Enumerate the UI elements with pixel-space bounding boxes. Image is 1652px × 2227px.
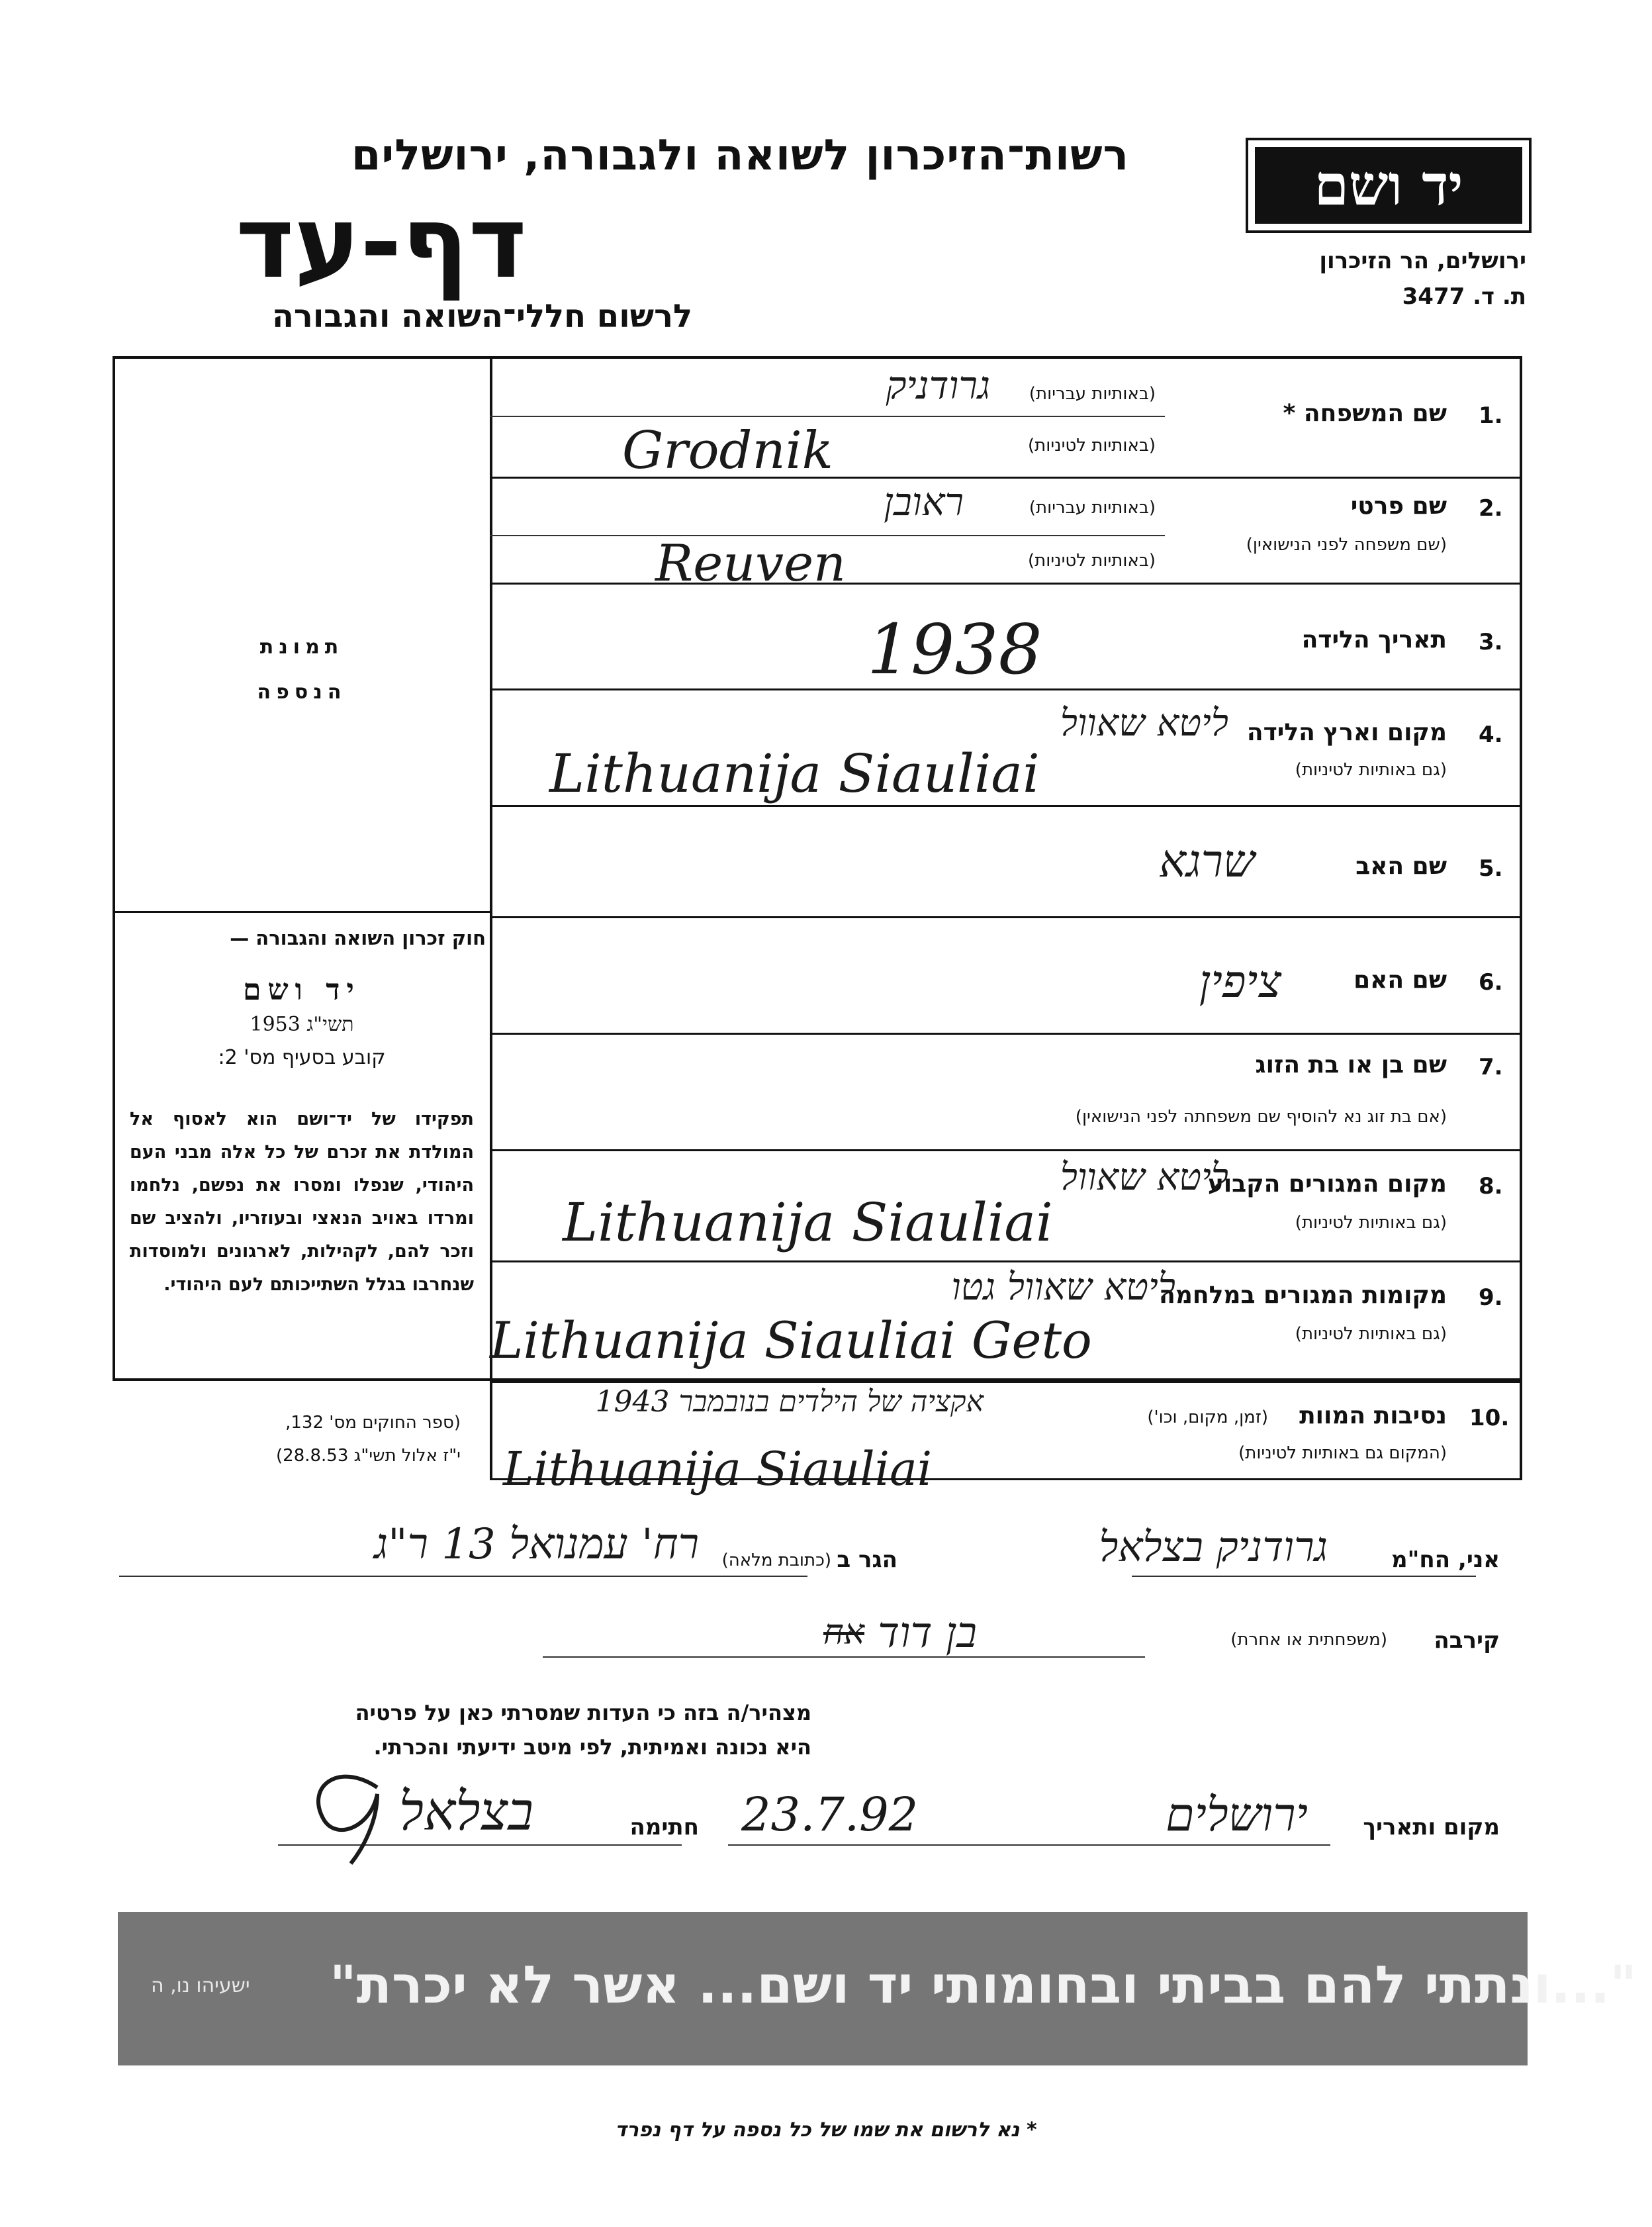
field-8-hebrew-value[interactable]: ליטא שאוול bbox=[1060, 1156, 1228, 1199]
field-1-number: 1. bbox=[1479, 403, 1503, 429]
field-6-label: שם האם bbox=[1354, 967, 1447, 994]
declarant-value[interactable]: גרודניק בצלאל bbox=[1099, 1523, 1328, 1571]
field-4-number: 4. bbox=[1479, 722, 1503, 748]
row-10-box bbox=[490, 1381, 1522, 1480]
law-source-1: (ספר החוקים מס' 132, bbox=[285, 1413, 461, 1433]
field-4-note: (גם באותיות לטיניות) bbox=[1295, 760, 1447, 780]
field-9-label: מקומות המגורים במלחמה bbox=[1159, 1282, 1447, 1309]
field-10-note: (המקום גם באותיות לטיניות) bbox=[1238, 1443, 1447, 1463]
declarant-line bbox=[1132, 1576, 1476, 1577]
field-4-label: מקום וארץ הלידה bbox=[1246, 719, 1447, 746]
field-3-number: 3. bbox=[1479, 629, 1503, 655]
field-7-number: 7. bbox=[1479, 1054, 1503, 1080]
relation-strike-value: אח bbox=[823, 1613, 864, 1652]
field-10-label: נסיבות המוות bbox=[1299, 1402, 1447, 1429]
photo-label-2: הנספה bbox=[257, 681, 347, 704]
address-value[interactable]: רח' עמנואל 13 ר"ג bbox=[373, 1520, 699, 1569]
field-4-latin-value[interactable]: Lithuanija Siauliai bbox=[549, 743, 1040, 804]
law-source-2: י"ז אלול תשי"ג 28.8.53) bbox=[276, 1446, 461, 1466]
relation-sub: (משפחתית או אחרת) bbox=[1230, 1630, 1387, 1650]
field-10-sub: (זמן, מקום, וכו') bbox=[1147, 1407, 1268, 1427]
field-1-label: שם המשפחה * bbox=[1283, 400, 1447, 427]
row-divider bbox=[490, 1260, 1522, 1262]
statement-line-1: מצהיר/ה בזה כי העדות שמסרתי כאן על פרטיה bbox=[355, 1700, 811, 1725]
field-9-hebrew-value[interactable]: ליטא שאוול גטו bbox=[951, 1266, 1175, 1309]
signature-value[interactable]: בצלאל bbox=[398, 1781, 533, 1842]
form-title: דף-עד bbox=[236, 185, 527, 301]
banner-quote: "...ונתתי להם בביתי ובחומותי יד ושם... אשר לא יכרת" bbox=[330, 1956, 1637, 2015]
field-2-sub-hebrew: (באותיות עבריות) bbox=[1029, 498, 1156, 518]
field-8-latin-value[interactable]: Lithuanija Siauliai bbox=[563, 1192, 1053, 1253]
field-2-label: שם פרטי bbox=[1350, 493, 1447, 520]
field-1-sub-hebrew: (באותיות עבריות) bbox=[1029, 384, 1156, 404]
authority-name: רשות־הזיכרון לשואה ולגבורה, ירושלים bbox=[351, 131, 1129, 180]
field-4-hebrew-value[interactable]: ליטא שאוול bbox=[1060, 702, 1228, 745]
row-divider bbox=[490, 805, 1522, 807]
footer-note: * נא לרשום את שמו של כל נספה על דף נפרד bbox=[615, 2118, 1037, 2142]
field-1-sub-latin: (באותיות לטיניות) bbox=[1028, 436, 1156, 455]
quote-banner bbox=[118, 1912, 1637, 2065]
field-1-hebrew-value[interactable]: גרודניק bbox=[886, 363, 990, 408]
field-2-number: 2. bbox=[1479, 495, 1503, 522]
row-divider bbox=[490, 583, 1522, 585]
field-9-number: 9. bbox=[1479, 1284, 1503, 1311]
row-divider bbox=[490, 1149, 1522, 1151]
photo-law-divider bbox=[113, 911, 491, 913]
field-8-note: (גם באותיות לטיניות) bbox=[1295, 1213, 1447, 1233]
place-date-line bbox=[728, 1844, 1330, 1846]
law-clause: קובע בסעיף מס' 2: bbox=[218, 1046, 386, 1069]
address-line-1: ירושלים, הר הזיכרון bbox=[1319, 248, 1526, 274]
field-3-value[interactable]: 1938 bbox=[867, 609, 1042, 690]
address-sub: (כתובת מלאה) bbox=[721, 1550, 831, 1570]
field-2-sub-latin: (באותיות לטיניות) bbox=[1028, 551, 1156, 571]
signature-label: חתימה bbox=[629, 1814, 699, 1840]
yad-vashem-logo bbox=[1246, 138, 1532, 233]
signature-scribble bbox=[278, 1748, 490, 1867]
field-7-label: שם בן או בת הזוג bbox=[1255, 1051, 1447, 1078]
relation-label: קירבה bbox=[1434, 1627, 1500, 1654]
place-date-label: מקום ותאריך bbox=[1363, 1814, 1500, 1840]
field-line bbox=[490, 416, 1165, 417]
field-2-note: (שם משפחה לפני הנישואין) bbox=[1246, 535, 1447, 555]
banner-source: ישעיהו נו, ה bbox=[151, 1974, 250, 1997]
field-8-number: 8. bbox=[1479, 1173, 1503, 1200]
declarant-label: אני, הח"מ bbox=[1391, 1546, 1500, 1573]
address-line bbox=[119, 1576, 807, 1577]
law-year: תשי"ג 1953 bbox=[250, 1013, 354, 1036]
relation-value[interactable]: בן דוד bbox=[878, 1609, 977, 1658]
address-line-2: ת. ד. 3477 bbox=[1402, 283, 1526, 310]
logo-text: יד ושם bbox=[1255, 147, 1522, 224]
field-7-note: (אם בת זוג נא להוסיף שם משפחתה לפני הנישואין) bbox=[1075, 1107, 1447, 1127]
address-label: הגר ב bbox=[837, 1546, 897, 1573]
form-subtitle: לרשום חללי־השואה והגבורה bbox=[271, 298, 692, 335]
field-10-number: 10. bbox=[1469, 1405, 1510, 1431]
law-text: תפקידו של יד־ושם הוא לאסוף אל המולדת את זכרם של כל אלה מבני העם היהודי, שנפלו ומסרו את נפשם, נלחמו ומרדו באויב הנאצי ובעוזריו, ולהציב שם וזכר להם, לקהילות, לארגונים ולמוסדות שנחרבו בגלל השתייכותם לעם היהודי. bbox=[130, 1109, 474, 1295]
field-5-label: שם האב bbox=[1355, 853, 1447, 880]
law-name: יד ושם bbox=[243, 973, 361, 1007]
row-divider bbox=[490, 1033, 1522, 1035]
photo-label-1: תמונת bbox=[259, 636, 344, 659]
law-title: חוק זכרון השואה והגבורה — bbox=[230, 927, 486, 949]
field-10-latin-value[interactable]: Lithuanija Siauliai bbox=[503, 1442, 933, 1496]
relation-line bbox=[543, 1656, 1145, 1658]
field-9-note: (גם באותיות לטיניות) bbox=[1295, 1324, 1447, 1344]
field-6-number: 6. bbox=[1479, 969, 1503, 996]
place-value[interactable]: ירושלים bbox=[1166, 1787, 1308, 1842]
field-6-value[interactable]: ציפין bbox=[1199, 956, 1281, 1008]
row-divider bbox=[490, 916, 1522, 918]
field-2-hebrew-value[interactable]: ראובן bbox=[884, 479, 964, 524]
field-8-label: מקום המגורים הקבוע bbox=[1207, 1170, 1447, 1198]
date-value[interactable]: 23.7.92 bbox=[741, 1787, 919, 1842]
field-9-latin-value[interactable]: Lithuanija Siauliai Geto bbox=[490, 1311, 1092, 1370]
field-2-latin-value[interactable]: Reuven bbox=[655, 534, 847, 592]
field-3-label: תאריך הלידה bbox=[1301, 626, 1447, 653]
field-5-value[interactable]: שרגא bbox=[1159, 835, 1255, 888]
field-5-number: 5. bbox=[1479, 855, 1503, 882]
column-divider bbox=[490, 356, 492, 1381]
field-1-latin-value[interactable]: Grodnik bbox=[622, 421, 833, 481]
statement-line-2: היא נכונה ואמיתית, לפי מיטב ידיעתי והכרתי. bbox=[373, 1734, 811, 1760]
field-10-hebrew-value[interactable]: אקציה של הילדים בנובמבר 1943 bbox=[595, 1385, 984, 1419]
